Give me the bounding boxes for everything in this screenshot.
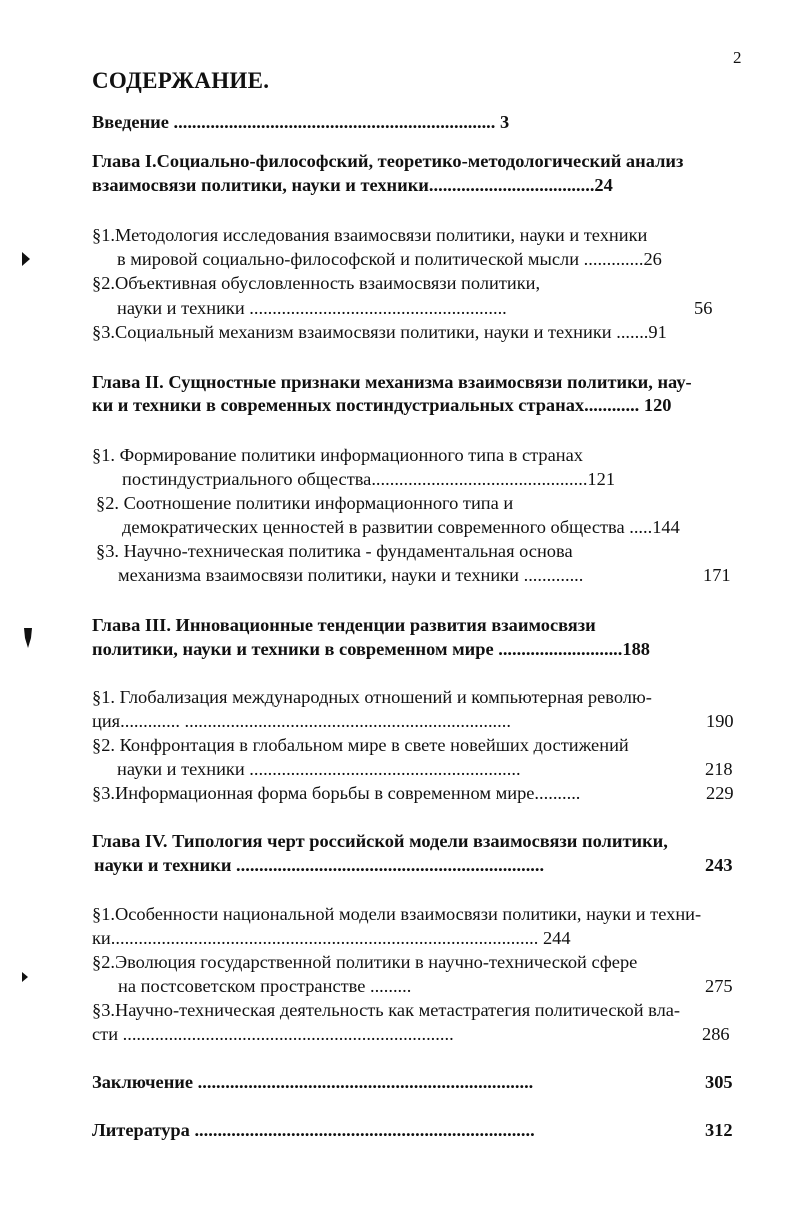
toc-section-4-2-line-2[interactable]: на постсоветском пространстве ......... [118,976,412,996]
toc-section-1-1-line-1[interactable]: §1.Методология исследования взаимосвязи политики, науки и техники [92,225,648,245]
toc-chapter-2-line-1[interactable]: Глава II. Сущностные признаки механизма взаимосвязи политики, нау- [92,372,692,392]
toc-chapter-2-line-2[interactable]: ки и техники в современных постиндустриальных странах............ 120 [92,395,672,415]
toc-conclusion-page: 305 [705,1072,733,1092]
toc-section-2-1-line-2[interactable]: постиндустриального общества...............................................121 [122,469,616,489]
toc-section-4-3-line-2[interactable]: сти ........................................................................ [92,1024,454,1044]
toc-section-3-2-line-2[interactable]: науки и техники ........................................................... [117,759,521,779]
toc-chapter-1-line-2[interactable]: взаимосвязи политики, науки и техники....................................24 [92,175,613,195]
toc-section-1-1-line-2[interactable]: в мировой социально-философской и политической мысли .............26 [117,249,662,269]
margin-marker-2 [24,628,32,648]
toc-chapter-1-line-1[interactable]: Глава I.Социально-философский, теоретико-методологический анализ [92,151,684,171]
toc-section-3-1-line-2[interactable]: ция............. ....................................................................... [92,711,511,731]
toc-section-4-2-page: 275 [705,976,733,996]
toc-intro[interactable]: Введение ...................................................................... 3 [92,112,510,132]
toc-section-2-2-line-1[interactable]: §2. Соотношение политики информационного типа и [96,493,514,513]
toc-chapter-4-page: 243 [705,855,733,875]
toc-section-4-2-line-1[interactable]: §2.Эволюция государственной политики в научно-технической сфере [92,952,638,972]
toc-section-3-1-line-1[interactable]: §1. Глобализация международных отношений и компьютерная револю- [92,687,652,707]
toc-chapter-3-line-2[interactable]: политики, науки и техники в современном мире ...........................188 [92,639,650,659]
toc-section-3-1-page: 190 [706,711,734,731]
page-number: 2 [733,48,742,67]
toc-literature[interactable]: Литература .......................................................................... [92,1120,535,1140]
toc-section-2-3-line-1[interactable]: §3. Научно-техническая политика - фундаментальная основа [96,541,573,561]
toc-chapter-3-line-1[interactable]: Глава III. Инновационные тенденции развития взаимосвязи [92,615,596,635]
toc-section-2-3-page: 171 [703,565,731,585]
toc-section-1-2-line-1[interactable]: §2.Объективная обусловленность взаимосвязи политики, [92,273,541,293]
toc-literature-page: 312 [705,1120,733,1140]
toc-section-3-2-line-1[interactable]: §2. Конфронтация в глобальном мире в свете новейших достижений [92,735,629,755]
toc-section-3-2-page: 218 [705,759,733,779]
toc-section-3-3-page: 229 [706,783,734,803]
toc-section-2-3-line-2[interactable]: механизма взаимосвязи политики, науки и техники ............. [118,565,584,585]
toc-chapter-4-line-2[interactable]: науки и техники ................................................................... [94,855,545,875]
toc-conclusion[interactable]: Заключение ......................................................................... [92,1072,534,1092]
margin-marker-2-shape [24,628,32,648]
margin-marker-3 [22,972,28,982]
toc-section-1-3[interactable]: §3.Социальный механизм взаимосвязи политики, науки и техники .......91 [92,322,667,342]
toc-section-1-2-page: 56 [694,298,713,318]
toc-section-2-2-line-2[interactable]: демократических ценностей в развитии современного общества .....144 [122,517,680,537]
toc-section-4-1-line-2[interactable]: ки............................................................................................. 244 [92,928,571,948]
toc-section-4-1-line-1[interactable]: §1.Особенности национальной модели взаимосвязи политики, науки и техни- [92,904,702,924]
toc-section-4-3-page: 286 [702,1024,730,1044]
margin-marker-1 [22,252,30,266]
toc-chapter-4-line-1[interactable]: Глава IV. Типология черт российской модели взаимосвязи политики, [92,831,668,851]
toc-section-4-3-line-1[interactable]: §3.Научно-техническая деятельность как метастратегия политической вла- [92,1000,681,1020]
toc-section-2-1-line-1[interactable]: §1. Формирование политики информационного типа в странах [92,445,583,465]
toc-section-1-2-line-2[interactable]: науки и техники ........................................................ [117,298,507,318]
toc-section-3-3[interactable]: §3.Информационная форма борьбы в современном мире.......... [92,783,581,803]
page-title: СОДЕРЖАНИЕ. [92,68,270,93]
